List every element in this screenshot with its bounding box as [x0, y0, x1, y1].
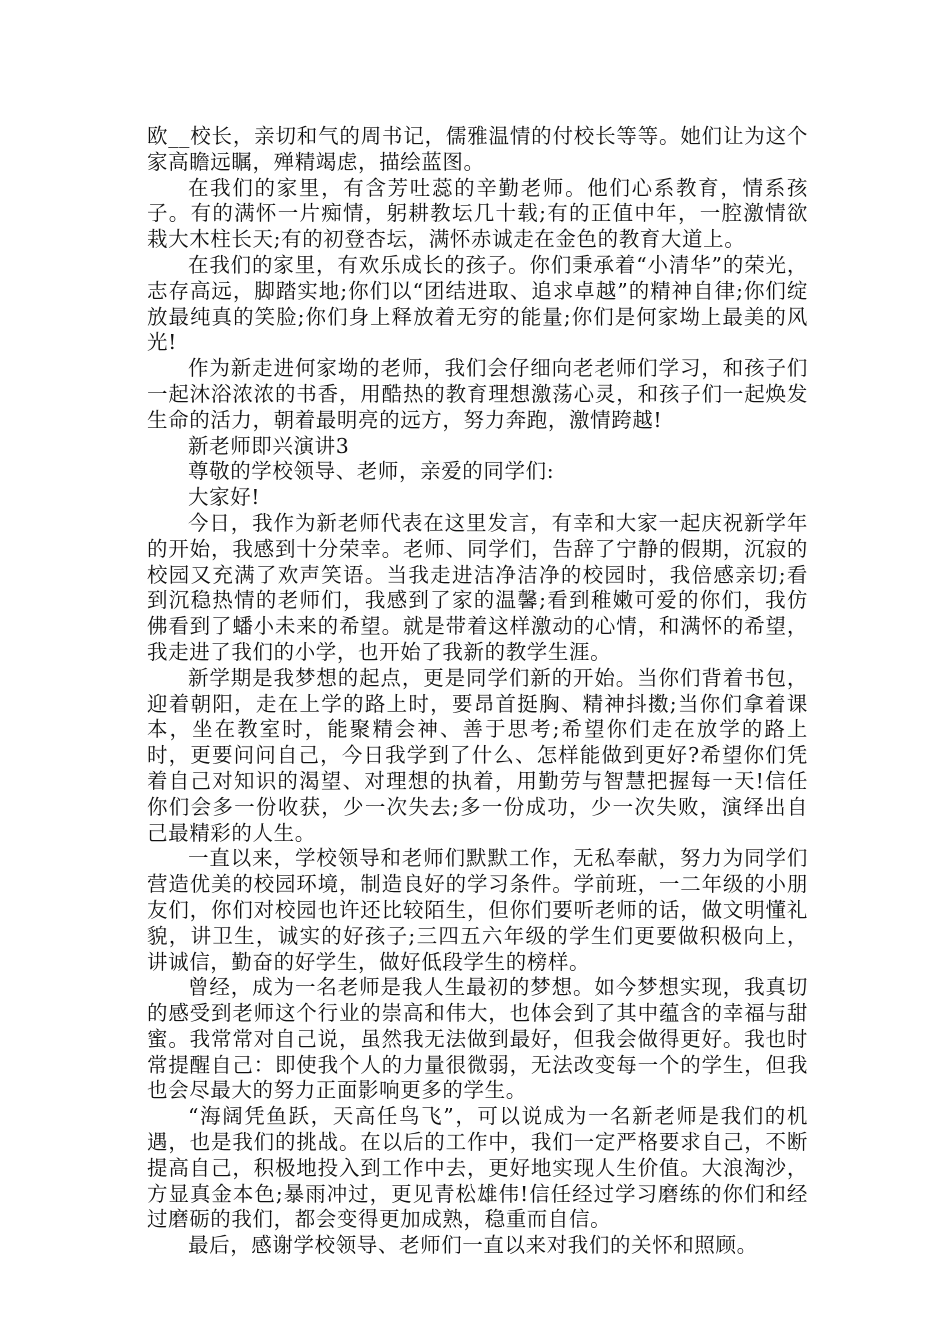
paragraph: 曾经，成为一名老师是我人生最初的梦想。如今梦想实现，我真切的感受到老师这个行业的崇高和伟大，也体会到了其中蕴含的幸福与甜蜜。我常常对自己说，虽然我无法做到最好，但我会做得更好。我也时常提醒自己：即使我个人的力量很微弱，无法改变每一个的学生，但我也会尽最大的努力正面影响更多的学生。 — [147, 975, 808, 1103]
section-heading: 新老师即兴演讲3 — [188, 433, 350, 458]
paragraph: 一直以来，学校领导和老师们默默工作，无私奉献，努力为同学们营造优美的校园环境，制造良好的学习条件。学前班，一二年级的小朋友们，你们对校园也许还比较陌生，但你们要听老师的话，做文明懂礼貌，讲卫生，诚实的好孩子;三四五六年级的学生们更要做积极向上，讲诚信，勤奋的好学生，做好低段学生的榜样。 — [147, 846, 808, 974]
paragraph: 在我们的家里，有欢乐成长的孩子。你们秉承着“小清华”的荣光，志存高远，脚踏实地;你们以“团结进取、追求卓越”的精神自律;你们绽放最纯真的笑脸;你们身上释放着无穷的能量;你们是何家坳上最美的风光! — [147, 252, 808, 355]
paragraph: 新学期是我梦想的起点，更是同学们新的开始。当你们背着书包，迎着朝阳，走在上学的路上时，要昂首挺胸、精神抖擞;当你们拿着课本，坐在教室时，能聚精会神、善于思考;希望你们走在放学的路上时，更要问问自己，今日我学到了什么、怎样能做到更好?希望你们凭着自己对知识的渴望、对理想的执着，用勤劳与智慧把握每一天!信任你们会多一份收获，少一次失去;多一份成功，少一次失败，演绎出自己最精彩的人生。 — [147, 665, 808, 845]
salutation: 尊敬的学校领导、老师，亲爱的同学们: — [188, 459, 555, 484]
paragraph: 欧__校长，亲切和气的周书记，儒雅温情的付校长等等。她们让为这个家高瞻远瞩，殚精竭虑，描绘蓝图。 — [147, 124, 808, 174]
paragraph: “海阔凭鱼跃，天高任鸟飞”，可以说成为一名新老师是我们的机遇，也是我们的挑战。在以后的工作中，我们一定严格要求自己，不断提高自己，积极地投入到工作中去，更好地实现人生价值。大浪淘沙，方显真金本色;暴雨冲过，更见青松雄伟!信任经过学习磨练的你们和经过磨砺的我们，都会变得更加成熟，稳重而自信。 — [147, 1104, 808, 1232]
greeting: 大家好! — [188, 485, 261, 510]
document-body — [147, 124, 808, 1259]
paragraph: 最后，感谢学校领导、老师们一直以来对我们的关怀和照顾。 — [188, 1233, 758, 1258]
paragraph: 在我们的家里，有含芳吐蕊的辛勤老师。他们心系教育，情系孩子。有的满怀一片痴情，躬耕教坛几十载;有的正值中年，一腔激情欲栽大木柱长天;有的初登杏坛，满怀赤诚走在金色的教育大道上。 — [147, 175, 808, 252]
paragraph: 作为新走进何家坳的老师，我们会仔细向老老师们学习，和孩子们一起沐浴浓浓的书香，用酷热的教育理想激荡心灵，和孩子们一起焕发生命的活力，朝着最明亮的远方，努力奔跑，激情跨越! — [147, 356, 808, 432]
paragraph: 今日，我作为新老师代表在这里发言，有幸和大家一起庆祝新学年的开始，我感到十分荣幸。老师、同学们，告辞了宁静的假期，沉寂的校园又充满了欢声笑语。当我走进洁净洁净的校园时，我倍感亲切;看到沉稳热情的老师们，我感到了家的温馨;看到稚嫩可爱的你们，我仿佛看到了蟠小未来的希望。就是带着这样激动的心情，和满怀的希望，我走进了我们的小学，也开始了我新的教学生涯。 — [147, 510, 808, 664]
